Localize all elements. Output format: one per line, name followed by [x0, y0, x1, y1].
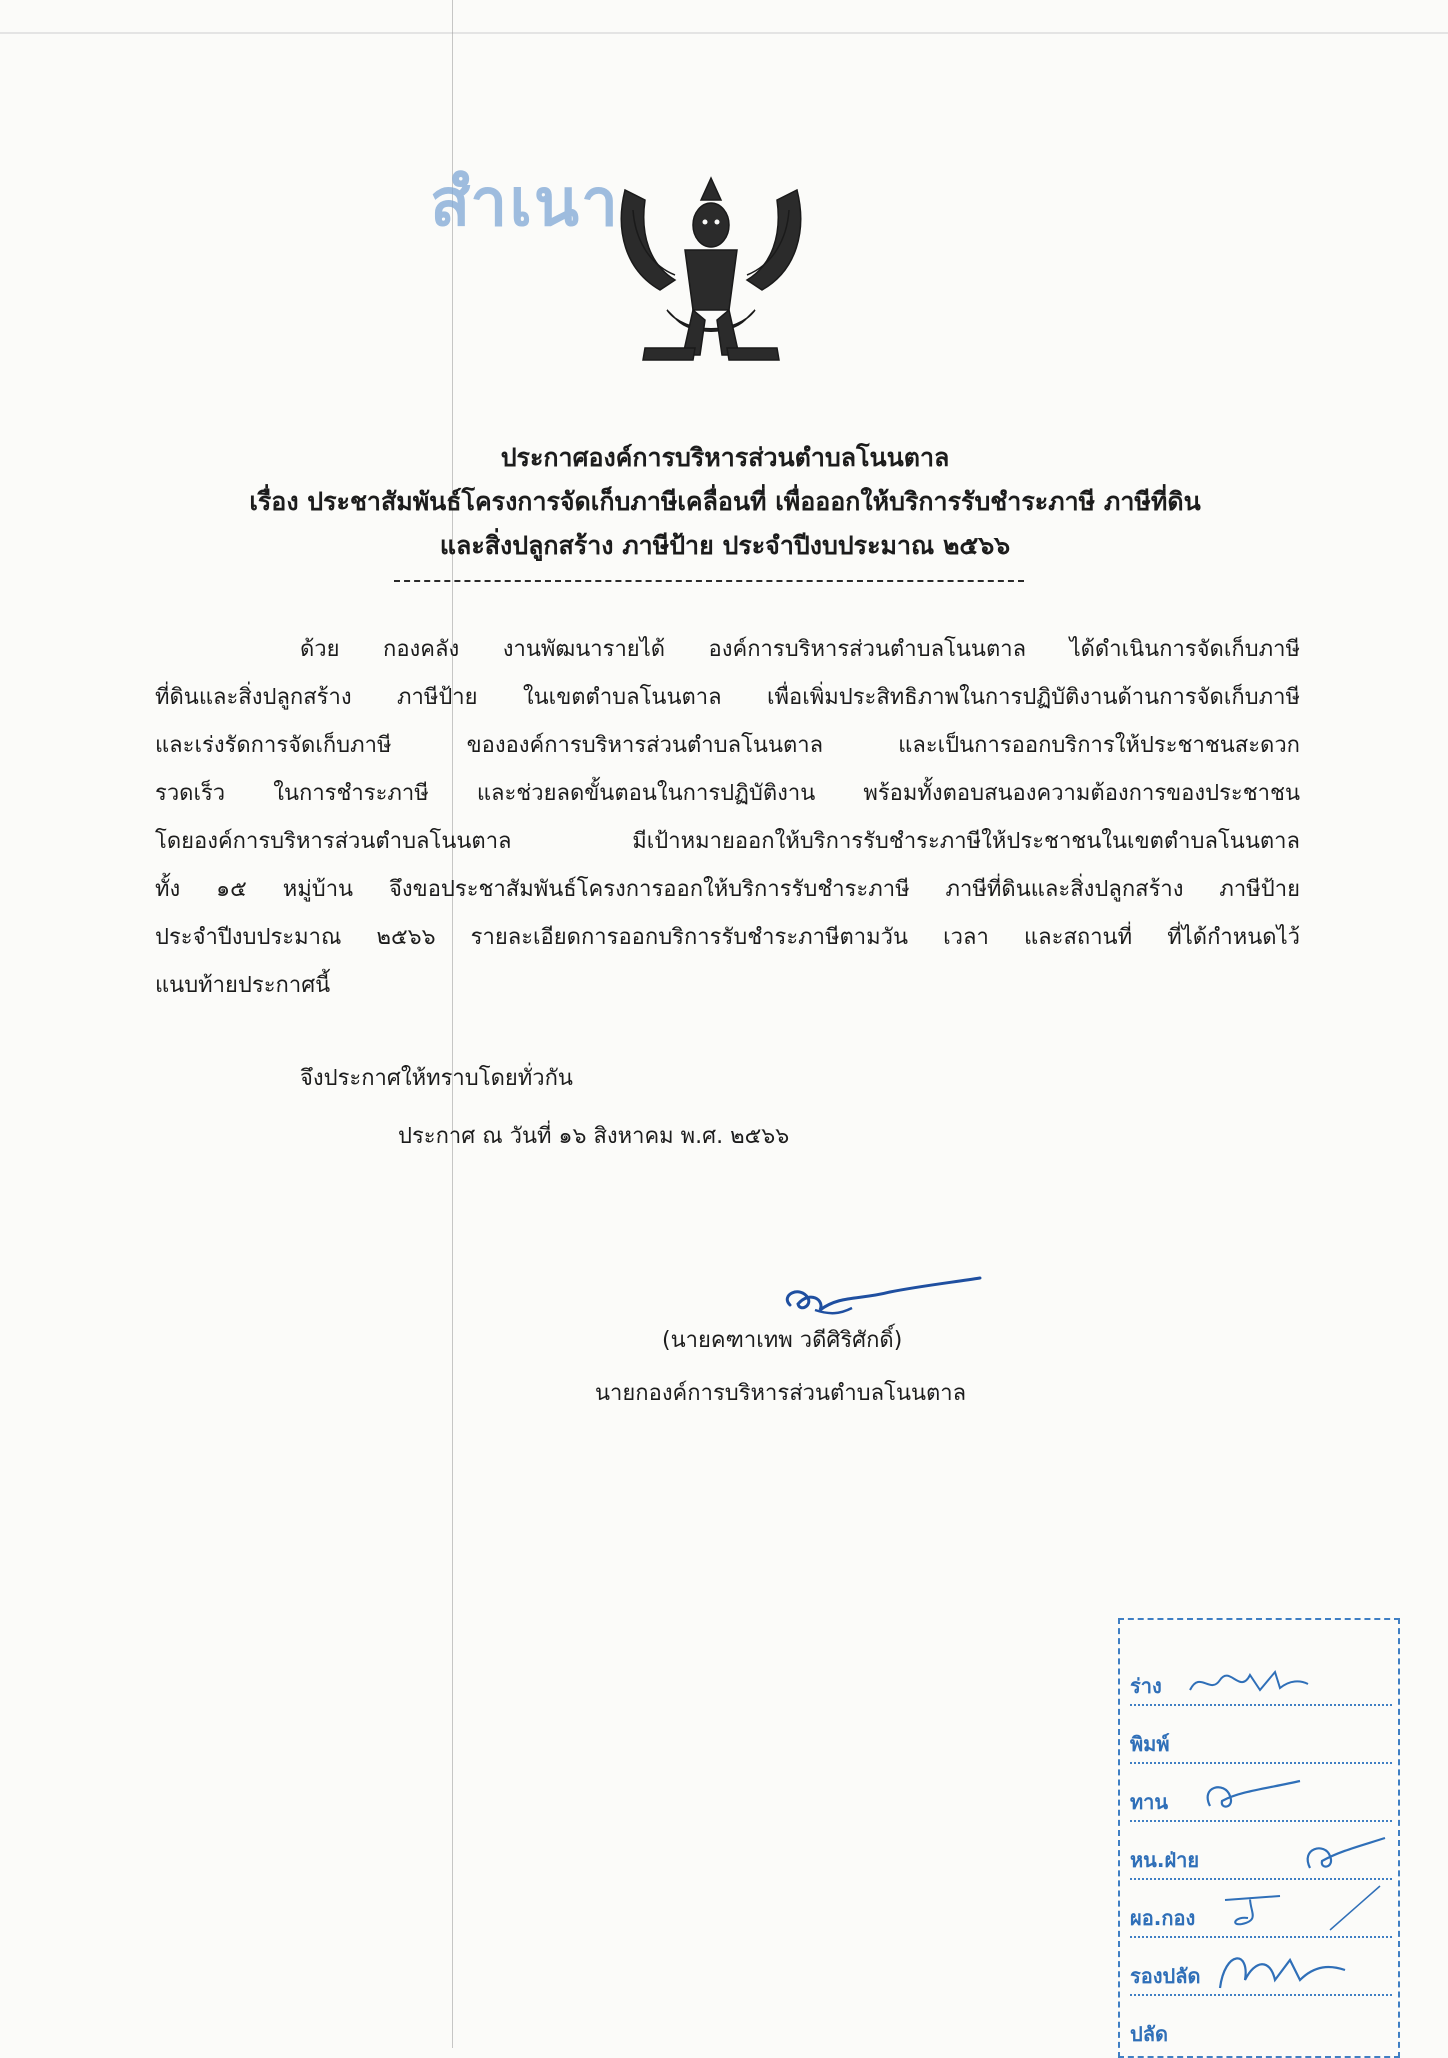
approval-label: รองปลัด — [1130, 1964, 1201, 1988]
signature-mark — [770, 1270, 990, 1330]
approval-label: ปลัด — [1130, 2022, 1168, 2046]
scan-fold-line — [452, 0, 453, 2048]
scan-artifact-line — [0, 32, 1448, 34]
body-line: ทั้ง ๑๕ หมู่บ้าน จึงขอประชาสัมพันธ์โครงการออกให้บริการรับชำระภาษี ภาษีที่ดินและสิ่งปลูกสร้าง ภาษีป้าย — [155, 877, 1300, 902]
body-line: ที่ดินและสิ่งปลูกสร้าง ภาษีป้าย ในเขตตำบลโนนตาล เพื่อเพิ่มประสิทธิภาพในการปฏิบัติงานด้านการจัดเก็บภาษี — [155, 685, 1300, 710]
approval-label: ทาน — [1130, 1790, 1169, 1814]
body-line: โดยองค์การบริหารส่วนตำบลโนนตาล มีเป้าหมายออกให้บริการรับชำระภาษีให้ประชาชนในเขตตำบลโนนตาล — [155, 829, 1300, 854]
approval-label: หน.ฝ่าย — [1130, 1848, 1200, 1872]
approval-row-deputy-clerk — [1130, 1940, 1392, 1996]
approval-label: ร่าง — [1130, 1674, 1162, 1698]
title-line-1: ประกาศองค์การบริหารส่วนตำบลโนนตาล — [500, 443, 950, 472]
initial-scribble — [1130, 1824, 1392, 1878]
approval-row-clerk — [1130, 1998, 1392, 2052]
approval-stamp — [1118, 1618, 1400, 2058]
approval-row-review — [1130, 1766, 1392, 1822]
initial-scribble — [1130, 1766, 1392, 1820]
body-line: ประจำปีงบประมาณ ๒๕๖๖ รายละเอียดการออกบริการรับชำระภาษีตามวัน เวลา และสถานที่ ที่ได้กำหนดไว้ — [155, 925, 1300, 950]
approval-row-typist — [1130, 1708, 1392, 1764]
title-line-2: เรื่อง ประชาสัมพันธ์โครงการจัดเก็บภาษีเคลื่อนที่ เพื่อออกให้บริการรับชำระภาษี ภาษีที่ดิน — [249, 487, 1201, 516]
closing-statement: จึงประกาศให้ทราบโดยทั่วกัน — [300, 1066, 573, 1091]
approval-label: พิมพ์ — [1130, 1732, 1170, 1756]
title-line-3: และสิ่งปลูกสร้าง ภาษีป้าย ประจำปีงบประมาณ ๒๕๖๖ — [439, 531, 1011, 560]
announcement-date: ประกาศ ณ วันที่ ๑๖ สิงหาคม พ.ศ. ๒๕๖๖ — [398, 1124, 790, 1149]
garuda-emblem-icon — [605, 170, 817, 370]
approval-row-draft — [1130, 1650, 1392, 1706]
initial-scribble — [1130, 1940, 1392, 1994]
body-line: รวดเร็ว ในการชำระภาษี และช่วยลดขั้นตอนในการปฏิบัติงาน พร้อมทั้งตอบสนองความต้องการของประชาชน — [155, 781, 1300, 806]
body-line: ด้วย กองคลัง งานพัฒนารายได้ องค์การบริหารส่วนตำบลโนนตาล ได้ดำเนินการจัดเก็บภาษี — [300, 637, 1300, 662]
approval-row-section-head — [1130, 1824, 1392, 1880]
copy-stamp: สำเนา — [430, 164, 621, 241]
approval-row-division-director — [1130, 1882, 1392, 1938]
body-line: และเร่งรัดการจัดเก็บภาษี ขององค์การบริหารส่วนตำบลโนนตาล และเป็นการออกบริการให้ประชาชนสะดวก — [155, 733, 1300, 758]
announcement-title — [150, 436, 1300, 568]
body-line: แนบท้ายประกาศนี้ — [155, 973, 331, 998]
approval-label: ผอ.กอง — [1130, 1906, 1196, 1930]
initial-scribble — [1130, 1882, 1392, 1936]
signer-title: นายกองค์การบริหารส่วนตำบลโนนตาล — [595, 1381, 967, 1406]
initial-scribble — [1130, 1650, 1392, 1704]
signer-name: (นายคฑาเทพ วดีศิริศักดิ์) — [662, 1328, 903, 1353]
title-separator — [394, 580, 1024, 582]
announcement-body — [155, 626, 1300, 1010]
